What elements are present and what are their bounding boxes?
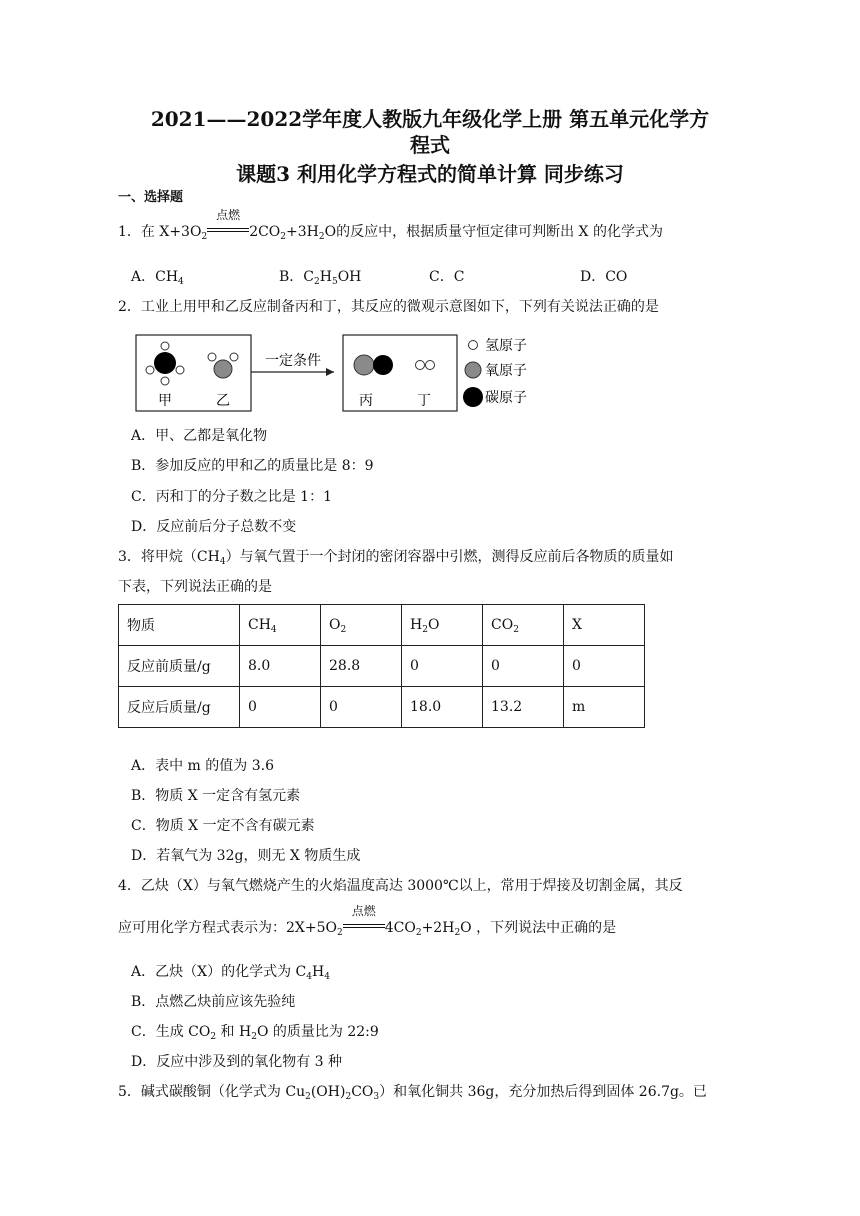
q1-option-c: C．C [429,269,465,285]
q3-mass-table [118,604,645,728]
table-cell: 0 [564,646,645,687]
table-cell: 物质 [119,605,240,646]
table-cell: $O_2$ [321,605,402,646]
table-cell: X [564,605,645,646]
table-cell: 0 [321,687,402,728]
table-row [119,605,645,646]
table-row [119,687,645,728]
legend-oxygen: 氧原子 [485,363,527,379]
table-cell: 0 [483,646,564,687]
q2-option-c: C．丙和丁的分子数之比是 1：1 [131,489,332,505]
q3-stem-line2: 下表，下列说法正确的是 [118,579,272,595]
label-yi: 乙 [216,393,230,409]
table-cell: 18.0 [402,687,483,728]
q4-stem-line1: 4．乙炔（X）与氧气燃烧产生的火焰温度高达 3000℃以上，常用于焊接及切割金属，其反 [118,878,683,894]
q5-stem: 5．碱式碳酸铜（化学式为 $Cu_2(OH)_2CO_3$）和氧化铜共 36g，充分加热后得到固体 26.7g。已 [118,1084,707,1102]
label-ding: 丁 [417,393,431,409]
table-cell: 反应前质量/g [119,646,240,687]
q2-option-b: B．参加反应的甲和乙的质量比是 8：9 [131,458,374,474]
q2-option-a: A．甲、乙都是氧化物 [131,428,268,444]
table-cell: $H_2O$ [402,605,483,646]
table-cell: 13.2 [483,687,564,728]
label-bing: 丙 [359,393,373,409]
molecule-jia [146,342,184,385]
q1-option-a: A．$CH_4$ [131,269,184,287]
q2-option-d: D．反应前后分子总数不变 [131,519,297,535]
q3-option-c: C．物质 X 一定不含有碳元素 [131,818,315,834]
q3-option-b: B．物质 X 一定含有氢元素 [131,788,301,804]
table-cell: 8.0 [240,646,321,687]
section-heading: 一、选择题 [118,190,184,205]
table-cell: $CO_2$ [483,605,564,646]
q4-stem-line2: 应可用化学方程式表示为：$2X+5O_2$ 点燃 $4CO_2+2H_2O$ ，下列说法中正确的是 [118,904,617,938]
q2-stem: 2．工业上用甲和乙反应制备丙和丁，其反应的微观示意图如下，下列有关说法正确的是 [118,299,659,315]
table-cell: 0 [240,687,321,728]
q4-option-b: B．点燃乙炔前应该先验纯 [131,994,296,1010]
molecule-yi [208,353,238,378]
doc-title-line1: 2021——2022学年度人教版九年级化学上册 第五单元化学方 [150,107,710,131]
q3-stem-line1: 3．将甲烷$(CH_4)$与氧气置于一个封闭的密闭容器中引燃，测得反应前后各物质的质量如 [118,549,674,567]
molecule-ding [416,361,435,370]
q4-option-d: D．反应中涉及到的氧化物有 3 种 [131,1054,343,1070]
q4-option-c: C．生成 $CO_2$ 和 $H_2O$ 的质量比为 22:9 [131,1024,379,1042]
molecule-bing [354,355,393,375]
table-cell: 28.8 [321,646,402,687]
q2-reaction-diagram [134,332,554,414]
table-cell: 0 [402,646,483,687]
doc-title-line3: 课题3 利用化学方程式的简单计算 同步练习 [236,162,624,186]
q4-option-a: A．乙炔（X）的化学式为 $C_4H_4$ [131,964,330,982]
label-jia: 甲 [158,393,172,409]
table-cell: 反应后质量/g [119,687,240,728]
table-cell: $CH_4$ [240,605,321,646]
q3-option-d: D．若氧气为 32g，则无 X 物质生成 [131,848,361,864]
q1-option-b: B．$C_2H_5OH$ [279,269,362,287]
table-cell: m [564,687,645,728]
q1-option-d: D．CO [580,269,628,285]
q3-option-a: A．表中 m 的值为 3.6 [131,758,275,774]
legend-hydrogen: 氢原子 [485,338,527,354]
arrow-condition: 一定条件 [265,353,321,369]
doc-title-line2: 程式 [410,133,450,157]
legend-carbon: 碳原子 [485,390,527,406]
table-row [119,646,645,687]
q1-stem: 1．在 $X+3O_2$ 点燃 $2CO_2+3H_2O$的反应中，根据质量守恒定律可判断出 X 的化学式为 [118,208,663,242]
